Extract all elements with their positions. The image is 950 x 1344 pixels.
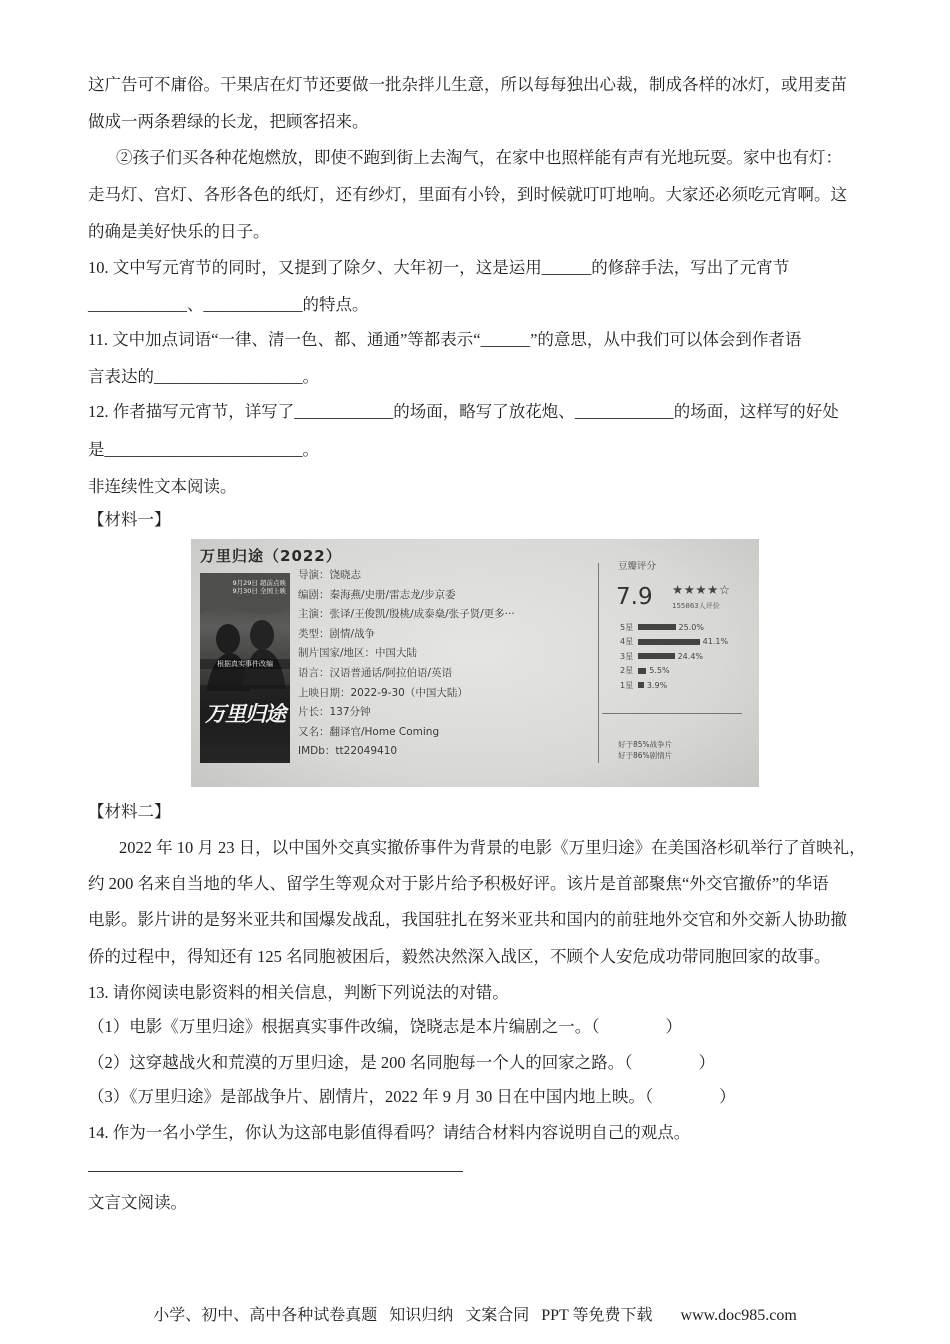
movie-card-title: 万里归途（2022）	[200, 547, 342, 565]
rating-bar	[638, 668, 646, 674]
rating-row-percent: 25.0%	[678, 622, 704, 632]
info-imdb: IMDb：tt22049410	[298, 745, 398, 758]
compare-drama: 好于86%剧情片	[618, 751, 673, 760]
section-heading-classical: 文言文阅读。	[88, 1193, 187, 1212]
compare-war: 好于85%战争片	[618, 740, 673, 749]
passage-line-5: 的确是美好快乐的日子。	[88, 222, 270, 241]
movie-poster	[200, 573, 290, 763]
rating-count: 155863人评价	[672, 602, 720, 610]
question-12-line-2: 是________________________。	[88, 440, 319, 459]
question-14-stem: 14. 作为一名小学生，你认为这部电影值得看吗？请结合材料内容说明自己的观点。	[88, 1123, 691, 1142]
rating-row-percent: 24.4%	[677, 651, 704, 661]
passage-line-4: 走马灯、宫灯、各形各色的纸灯，还有纱灯，里面有小铃，到时候就叮叮地响。大家还必须吃元宵啊。这	[88, 185, 847, 204]
rating-row	[620, 649, 728, 664]
footer-item-documents: 文案合同	[465, 1307, 530, 1324]
question-13-stem: 13. 请你阅读电影资料的相关信息，判断下列说法的对错。	[88, 983, 509, 1002]
rating-row	[620, 620, 728, 635]
question-12-line-1: 12. 作者描写元宵节，详写了____________的场面，略写了放花炮、____________的场面，这样写的好处	[88, 402, 839, 421]
info-aka: 又名：翻译官/Home Coming	[298, 725, 440, 738]
rating-row	[620, 664, 728, 679]
material-2-label: 【材料二】	[88, 802, 171, 821]
question-11-line-2: 言表达的__________________。	[88, 367, 319, 386]
rating-row	[620, 635, 728, 650]
footer-categories: 小学、初中、高中各种试卷真题	[153, 1307, 378, 1324]
material-2-line-2: 约 200 名来自当地的华人、留学生等观众对于影片给予积极好评。该片是首部聚焦“外交官撤侨”的华语	[88, 874, 829, 893]
info-genre: 类型：剧情/战争	[298, 627, 376, 640]
rating-bar	[638, 682, 644, 688]
rating-row-percent: 5.5%	[649, 666, 670, 676]
question-10-line-2: ____________、____________的特点。	[88, 295, 369, 314]
rating-distribution	[620, 620, 728, 693]
rating-stars-icon: ★★★★☆	[672, 582, 731, 597]
footer-url: www.doc985.com	[680, 1307, 797, 1324]
poster-title: 万里归途	[205, 702, 285, 726]
poster-date-release: 9月30日 全国上映	[232, 587, 286, 595]
movie-info-list	[298, 566, 515, 762]
question-11-line-1: 11. 文中加点词语“一律、清一色、都、通通”等都表示“______”的意思，从中我们可以体会到作者语	[88, 330, 802, 349]
movie-card-photo	[191, 539, 759, 787]
section-heading-nonlinear: 非连续性文本阅读。	[88, 477, 237, 496]
rating-row-label: 4星	[620, 637, 634, 647]
question-13-item-3: （3）《万里归途》是部战争片、剧情片，2022 年 9 月 30 日在中国内地上映。（ ）	[88, 1087, 736, 1106]
material-2-line-4: 侨的过程中，得知还有 125 名同胞被困后，毅然决然深入战区，不顾个人安危成功带同胞回家的故事。	[88, 947, 831, 966]
question-10-line-1: 10. 文中写元宵节的同时，又提到了除夕、大年初一，这是运用______的修辞手法，写出了元宵节	[88, 258, 790, 277]
rating-row-label: 5星	[620, 622, 634, 632]
rating-bar	[638, 639, 700, 645]
rating-row-percent: 41.1%	[702, 637, 729, 647]
rating-row-label: 1星	[620, 680, 634, 690]
footer-item-ppt: PPT 等免费下载	[541, 1307, 653, 1324]
rating-bar	[638, 653, 675, 659]
footer	[0, 1305, 950, 1327]
poster-tagline: 根据真实事件改编	[200, 659, 290, 669]
material-2-line-1: 2022 年 10 月 23 日，以中国外交真实撤侨事件为背景的电影《万里归途》在美国洛杉矶举行了首映礼，	[119, 838, 866, 857]
answer-line	[88, 1171, 463, 1172]
info-country: 制片国家/地区：中国大陆	[298, 647, 418, 660]
passage-line-1: 这广告可不庸俗。干果店在灯节还要做一批杂拌儿生意，所以每每独出心裁，制成各样的冰灯，或用麦苗	[88, 75, 847, 94]
question-13-item-2: （2）这穿越战火和荒漠的万里归途，是 200 名同胞每一个人的回家之路。（ ）	[88, 1053, 715, 1072]
rating-comparison	[618, 739, 672, 761]
info-runtime: 片长：137分钟	[298, 706, 371, 719]
rating-row-label: 2星	[620, 666, 634, 676]
footer-item-knowledge: 知识归纳	[389, 1307, 454, 1324]
rating-row-label: 3星	[620, 651, 634, 661]
passage-line-3: ②孩子们买各种花炮燃放，即使不跑到街上去淘气，在家中也照样能有声有光地玩耍。家中也有灯：	[116, 148, 842, 167]
passage-line-2: 做成一两条碧绿的长龙，把顾客招来。	[88, 112, 369, 131]
rating-score: 7.9	[616, 584, 653, 610]
rating-label: 豆瓣评分	[618, 561, 657, 572]
material-1-label: 【材料一】	[88, 510, 171, 529]
info-writers: 编剧：秦海燕/史册/雷志龙/步京委	[298, 588, 456, 601]
material-2-line-3: 电影。影片讲的是努米亚共和国爆发战乱，我国驻扎在努米亚共和国内的前驻地外交官和外交新人协助撤	[88, 910, 847, 929]
card-divider	[598, 563, 599, 763]
rating-bar	[638, 624, 676, 630]
rating-separator	[602, 713, 742, 714]
question-13-item-1: （1）电影《万里归途》根据真实事件改编，饶晓志是本片编剧之一。（ ）	[88, 1017, 682, 1036]
info-cast: 主演：张译/王俊凯/殷桃/成泰燊/张子贤/更多···	[298, 608, 515, 621]
info-language: 语言：汉语普通话/阿拉伯语/英语	[298, 666, 453, 679]
rating-row-percent: 3.9%	[646, 680, 668, 690]
poster-date-preview: 9月29日 超前点映	[232, 579, 286, 587]
info-release-date: 上映日期：2022-9-30（中国大陆）	[298, 686, 468, 699]
info-director: 导演：饶晓志	[298, 569, 361, 581]
rating-row	[620, 678, 728, 693]
